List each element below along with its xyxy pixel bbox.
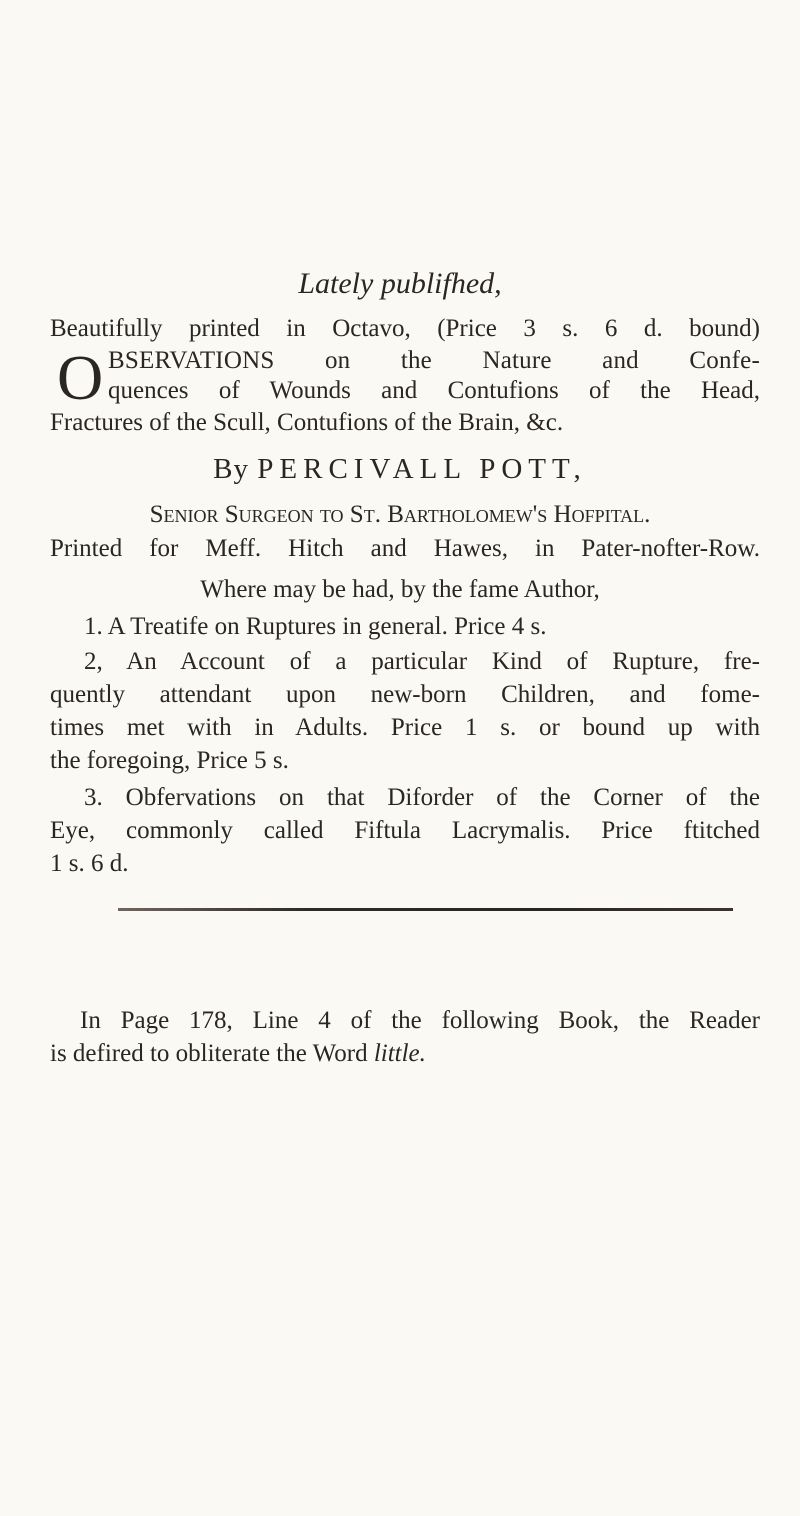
list-item-2-line-3: times met with in Adults. Price 1 s. or bound up with: [50, 714, 760, 741]
erratum-line-2: [50, 1038, 760, 1070]
list-item-2-line-4: the foregoing, Price 5 s.: [50, 747, 289, 774]
list-item-3-line-3: 1 s. 6 d.: [50, 850, 129, 877]
list-item-1: 1. A Treatife on Ruptures in general. Price 4 s.: [84, 613, 547, 640]
title-line-1: BSERVATIONS on the Nature and Confe-: [108, 347, 760, 374]
author-line: [40, 453, 760, 485]
erratum-word: little.: [373, 1040, 426, 1067]
title-line-2: quences of Wounds and Contufions of the Head,: [108, 377, 760, 404]
author-title: Senior Surgeon to St. Bartholomew's Hofpital.: [149, 501, 651, 528]
lately-published-heading: Lately publifhed,: [298, 267, 502, 300]
divider-rule: [118, 908, 733, 911]
format-price-line: Beautifully printed in Octavo, (Price 3 s. 6 d. bound): [50, 315, 760, 342]
title-line-3: Fractures of the Scull, Contufions of the Brain, &c.: [50, 409, 564, 436]
list-item-2-line-2: quently attendant upon new-born Children, and fome-: [50, 681, 760, 708]
list-item-3-line-2: Eye, commonly called Fiftula Lacrymalis. Price ftitched: [50, 817, 760, 844]
list-item-2-line-1: 2, An Account of a particular Kind of Rupture, fre-: [84, 648, 760, 675]
author-prefix: By: [213, 453, 250, 485]
title-dropcap: O: [57, 342, 104, 413]
where-had-line: Where may be had, by the fame Author,: [200, 576, 600, 603]
author-name: PERCIVALL POTT,: [257, 453, 587, 485]
list-item-3-line-1: 3. Obfervations on that Diforder of the Corner of the: [84, 784, 760, 811]
erratum-line-1: In Page 178, Line 4 of the following Book, the Reader: [80, 1007, 760, 1034]
erratum-text: is defired to obliterate the Word: [50, 1040, 368, 1067]
printer-line: Printed for Meff. Hitch and Hawes, in Pater-nofter-Row.: [50, 535, 760, 562]
